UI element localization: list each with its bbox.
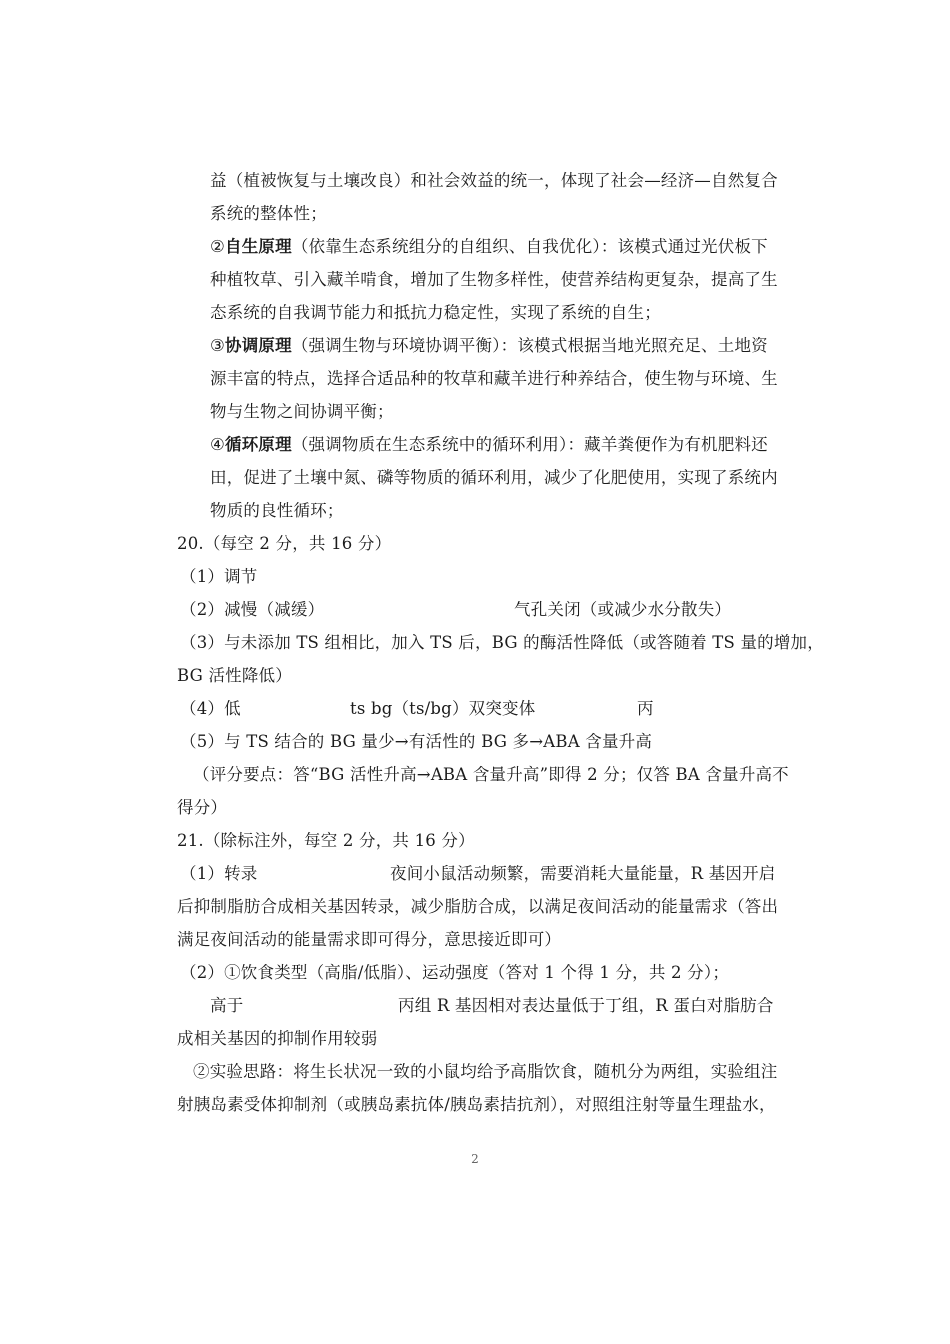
answer-line: ②实验思路：将生长状况一致的小鼠均给予高脂饮食，随机分为两组，实验组注 [193,1062,778,1081]
principle-title: 协调原理 [225,336,292,355]
answer-line-second-blank: 丙组 R 基因相对表达量低于丁组，R 蛋白对脂肪合 [398,996,774,1015]
principle-line [210,236,768,258]
text-line: 物质的良性循环； [210,501,344,520]
text-line: 源丰富的特点，选择合适品种的牧草和藏羊进行种养结合，使生物与环境、生 [210,369,778,388]
principle-text: （强调物质在生态系统中的循环利用）：藏羊粪便作为有机肥料还 [291,435,768,454]
question-header: 20.（每空 2 分，共 16 分） [177,534,392,553]
scoring-note: （评分要点：答“BG 活性升高→ABA 含量升高”即得 2 分；仅答 BA 含量升高不 [193,765,789,784]
principle-text: （强调生物与环境协调平衡）：该模式根据当地光照充足、土地资 [291,336,768,355]
answer-line: （4）低 [180,699,241,718]
text-line: 种植牧草、引入藏羊啃食，增加了生物多样性，使营养结构更复杂，提高了生 [210,270,778,289]
answer-line: BG 活性降低） [177,666,292,685]
circled-number: ③ [210,336,225,355]
answer-line: （1）转录 [180,864,258,883]
circled-number: ④ [210,435,225,454]
answer-line-second-blank: ts bg（ts/bg）双突变体 [350,699,536,718]
principle-line [210,434,768,456]
principle-line [210,335,768,357]
text-line: 态系统的自我调节能力和抵抗力稳定性，实现了系统的自生； [210,303,661,322]
answer-line: 成相关基因的抑制作用较弱 [177,1029,378,1048]
answer-line: （1）调节 [180,567,258,586]
page-number: 2 [471,1152,479,1166]
answer-line: 高于 [210,996,244,1015]
answer-line: （3）与未添加 TS 组相比，加入 TS 后，BG 的酶活性降低（或答随着 TS 量的增加， [180,633,824,652]
principle-title: 循环原理 [225,435,292,454]
scoring-note: 得分） [177,798,228,817]
circled-number: ② [210,237,225,256]
answer-line: 后抑制脂肪合成相关基因转录，减少脂肪合成，以满足夜间活动的能量需求（答出 [177,897,779,916]
principle-title: 自生原理 [225,237,292,256]
answer-line-second-blank: 夜间小鼠活动频繁，需要消耗大量能量，R 基因开启 [390,864,776,883]
question-header: 21.（除标注外，每空 2 分，共 16 分） [177,831,475,850]
answer-line: 满足夜间活动的能量需求即可得分，意思接近即可） [177,930,562,949]
answer-line: （2）①饮食类型（高脂/低脂）、运动强度（答对 1 个得 1 分，共 2 分）； [180,963,730,982]
answer-line: （5）与 TS 结合的 BG 量少→有活性的 BG 多→ABA 含量升高 [180,732,653,751]
answer-line: （2）减慢（减缓） [180,600,325,619]
text-line: 田，促进了土壤中氮、磷等物质的循环利用，减少了化肥使用，实现了系统内 [210,468,778,487]
answer-line-third-blank: 丙 [637,699,654,718]
text-line: 物与生物之间协调平衡； [210,402,394,421]
answer-line-second-blank: 气孔关闭（或减少水分散失） [514,600,732,619]
answer-line: 射胰岛素受体抑制剂（或胰岛素抗体/胰岛素拮抗剂），对照组注射等量生理盐水， [177,1095,776,1114]
text-line: 系统的整体性； [210,204,327,223]
text-line: 益（植被恢复与土壤改良）和社会效益的统一，体现了社会—经济—自然复合 [210,171,778,190]
principle-text: （依靠生态系统组分的自组织、自我优化）：该模式通过光伏板下 [291,237,768,256]
